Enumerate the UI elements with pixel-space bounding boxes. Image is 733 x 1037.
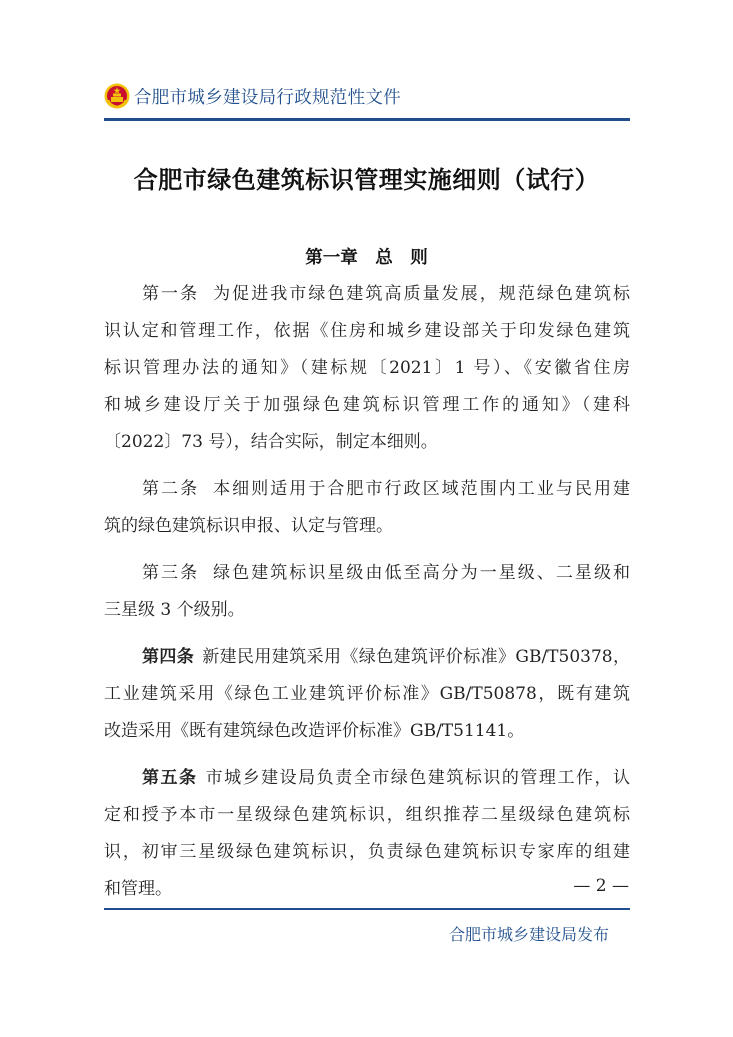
text-line: 识，初审三星级绿色建筑标识，负责绿色建筑标识专家库的组建 xyxy=(104,842,630,862)
article-label: 第三条 xyxy=(142,563,200,583)
text-line: 第二条 本细则适用于合肥市行政区域范围内工业与民用建 xyxy=(142,479,630,499)
article-label: 第五条 xyxy=(142,768,198,788)
document-body xyxy=(104,276,630,918)
text-line: 识认定和管理工作，依据《住房和城乡建设部关于印发绿色建筑 xyxy=(104,321,630,341)
national-emblem-icon xyxy=(104,83,130,109)
document-title: 合肥市绿色建筑标识管理实施细则（试行） xyxy=(133,165,600,194)
text-line: 第五条 市城乡建设局负责全市绿色建筑标识的管理工作，认 xyxy=(142,768,631,788)
article-label: 第四条 xyxy=(142,647,195,667)
article-label: 第二条 xyxy=(142,479,200,499)
article-label: 第一条 xyxy=(142,284,200,304)
text-line: 筑的绿色建筑标识申报、认定与管理。 xyxy=(104,516,393,536)
page-number: — 2 — xyxy=(573,876,629,896)
footer-divider xyxy=(104,908,630,910)
article-2 xyxy=(104,471,630,545)
chapter-heading: 第一章 总 则 xyxy=(305,248,428,268)
header-divider xyxy=(104,118,630,121)
text-line: 定和授予本市一星级绿色建筑标识，组织推荐二星级绿色建筑标 xyxy=(104,805,630,825)
article-4 xyxy=(104,639,630,750)
text-line: 第三条 绿色建筑标识星级由低至高分为一星级、二星级和 xyxy=(142,563,630,583)
text-line: 工业建筑采用《绿色工业建筑评价标准》GB/T50878，既有建筑 xyxy=(104,684,630,704)
header-title: 合肥市城乡建设局行政规范性文件 xyxy=(134,87,401,108)
text-line: 第四条 新建民用建筑采用《绿色建筑评价标准》GB/T50378， xyxy=(142,647,631,667)
footer-publisher: 合肥市城乡建设局发布 xyxy=(448,925,609,944)
text-line: 改造采用《既有建筑绿色改造评价标准》GB/T51141。 xyxy=(104,721,525,741)
article-1 xyxy=(104,276,630,461)
document-header xyxy=(104,80,630,112)
text-line: 三星级 3 个级别。 xyxy=(104,600,245,620)
article-5 xyxy=(104,760,630,908)
article-3 xyxy=(104,555,630,629)
text-line: 〔2022〕73 号），结合实际，制定本细则。 xyxy=(104,432,438,452)
text-line: 和城乡建设厅关于加强绿色建筑标识管理工作的通知》（建科 xyxy=(104,395,630,415)
text-line: 和管理。 xyxy=(104,879,172,899)
text-line: 第一条 为促进我市绿色建筑高质量发展，规范绿色建筑标 xyxy=(142,284,630,304)
text-line: 标识管理办法的通知》（建标规〔2021〕1 号）、《安徽省住房 xyxy=(104,358,630,378)
